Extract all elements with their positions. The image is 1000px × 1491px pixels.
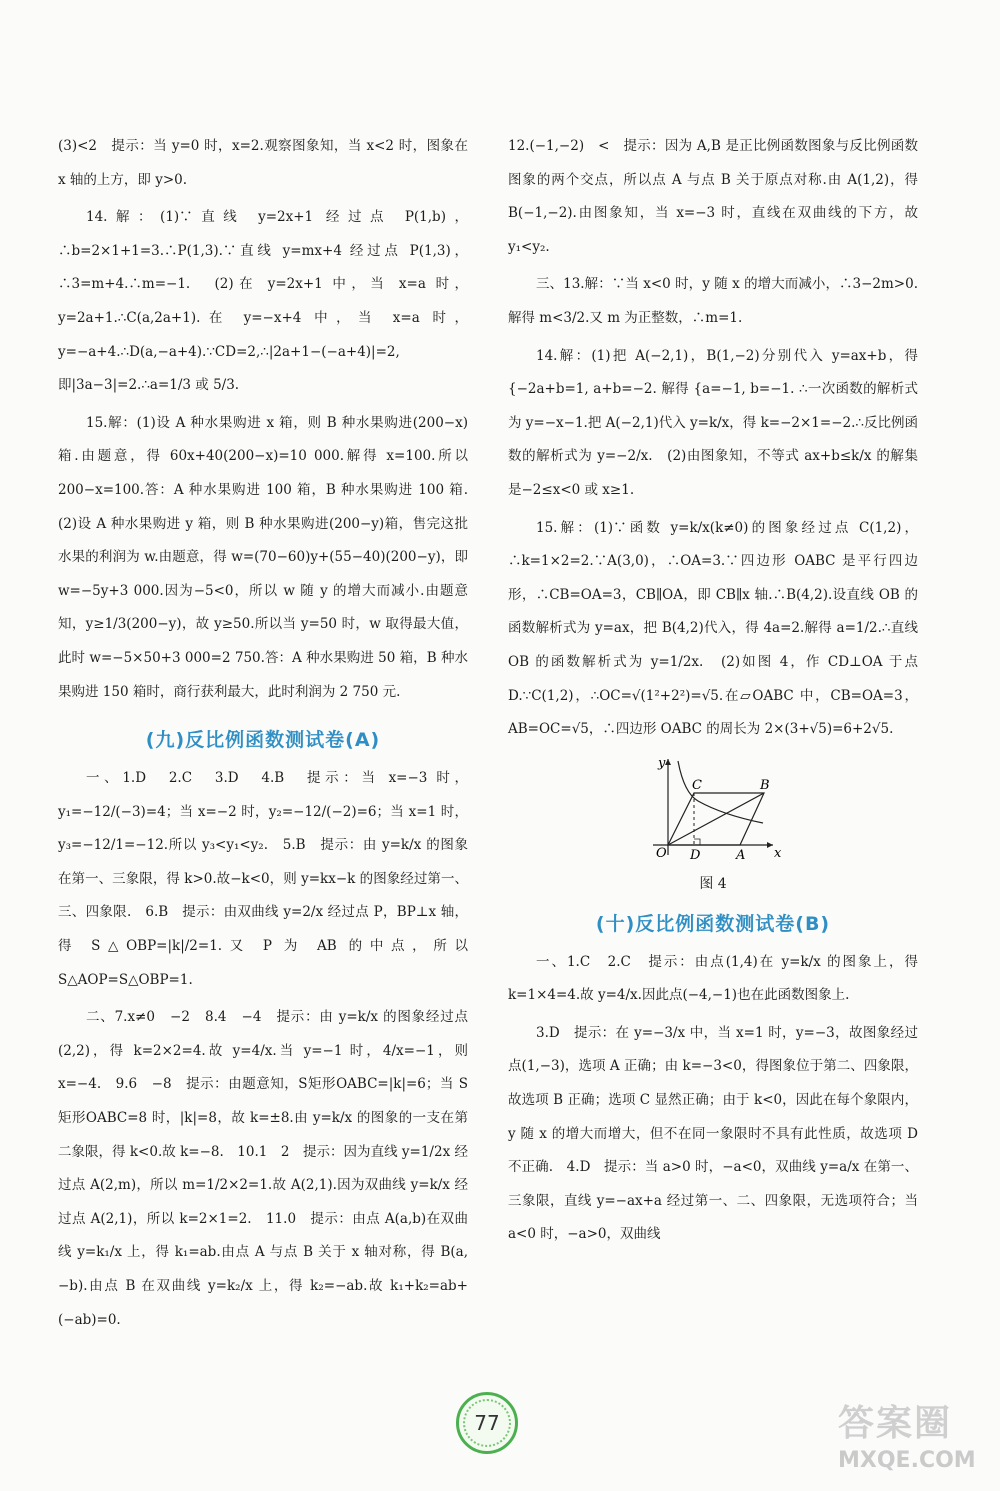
page-number-badge [456, 1392, 518, 1454]
answer-paragraph: 一、1.C 2.C 提示：由点(1,4)在 y=k/x 的图象上，得 k=1×4=4.故 y=4/x.因此点(−4,−1)也在此函数图象上. [508, 953, 918, 1004]
figure-caption: 图 4 [699, 875, 727, 892]
right-column [508, 130, 918, 1256]
label-c: C [692, 777, 702, 793]
x-axis-arrow [767, 842, 773, 848]
label-y: y [658, 755, 666, 771]
answer-paragraph: (3)<2 提示：当 y=0 时，x=2.观察图象知，当 x<2 时，图象在 x 轴的上方，即 y>0. [58, 138, 468, 188]
watermark-url: MXQE.COM [838, 1448, 976, 1473]
answer-paragraph: 12.(−1,−2) < 提示：因为 A,B 是正比例函数图象与反比例函数图象的两个交点，所以点 A 与点 B 关于原点对称.由 A(1,2)，得 B(−1,−2).由图象知，当 x=−3 时，直线在双曲线的下方，故 y₁<y₂. [508, 138, 918, 255]
answer-paragraph: 15.解：(1)∵函数 y=k/x(k≠0)的图象经过点 C(1,2)，∴k=1×2=2.∵A(3,0)，∴OA=3.∵四边形 OABC 是平行四边形，∴CB=OA=3，CB∥OA，即 CB∥x 轴.∴B(4,2).设直线 OB 的函数解析式为 y=ax，把 B(4,2)代入，得 4a=2.解得 a=1/2.∴直线 OB 的函数解析式为 y=1/2x. (2)如图 4，作 CD⊥OA 于点 D.∵C(1,2)，∴OC=√(1²+2²)=√5.在▱OABC 中，CB=OA=3，AB=OC=√5，∴四边形 OABC 的周长为 2×(3+√5)=6+2√5. [508, 519, 918, 738]
parallelogram-graph [508, 753, 918, 863]
answer-paragraph: 一、1.D 2.C 3.D 4.B 提示：当 x=−3 时，y₁=−12/(−3)=4；当 x=−2 时，y₂=−12/(−2)=6；当 x=1 时，y₃=−12/1=−12.所以 y₃<y₁<y₂. 5.B 提示：由 y=k/x 的图象在第一、三象限，得 k>0.故−k<0，则 y=kx−k 的图象经过第一、三、四象限. 6.B 提示：由双曲线 y=2/x 经过点 P，BP⊥x 轴，得 S△OBP=|k|/2=1.又 P 为 AB 的中点，所以 S△AOP=S△OBP=1. [58, 770, 468, 988]
label-o: O [656, 845, 667, 861]
watermark-logo [838, 1395, 988, 1485]
page-number: 77 [474, 1411, 500, 1435]
y-axis-arrow [665, 759, 671, 765]
section-heading: (十)反比例函数测试卷(B) [595, 912, 831, 935]
left-column [58, 130, 482, 1341]
answer-paragraph: 14.解：(1)∵直线 y=2x+1 经过点 P(1,b)，∴b=2×1+1=3.∴P(1,3).∵直线 y=mx+4 经过点 P(1,3)，∴3=m+4.∴m=−1. (2)在 y=2x+1 中，当 x=a 时，y=2a+1.∴C(a,2a+1).在 y=−x+4 中，当 x=a 时，y=−a+4.∴D(a,−a+4).∵CD=2,∴|2a+1−(−a+4)|=2,即|3a−3|=2.∴a=1/3 或 5/3. [58, 209, 468, 394]
answer-paragraph: 15.解：(1)设 A 种水果购进 x 箱，则 B 种水果购进(200−x)箱.由题意，得 60x+40(200−x)=10 000.解得 x=100.所以 200−x=100.答：A 种水果购进 100 箱，B 种水果购进 100 箱. (2)设 A 种水果购进 y 箱，则 B 种水果购进(200−y)箱，售完这批水果的利润为 w.由题意，得 w=(70−60)y+(55−40)(200−y)，即 w=−5y+3 000.因为−5<0，所以 w 随 y 的增大而减小.由题意知，y≥1/3(200−y)，故 y≥50.所以当 y=50 时，w 取得最大值，此时 w=−5×50+3 000=2 750.答：A 种水果购进 50 箱，B 种水果购进 150 箱时，商行获利最大，此时利润为 2 750 元. [58, 414, 482, 700]
section-heading: (九)反比例函数测试卷(A) [145, 729, 381, 752]
label-a: A [736, 847, 746, 863]
answer-paragraph: 14.解：(1)把 A(−2,1)，B(1,−2)分别代入 y=ax+b，得 {−2a+b=1, a+b=−2. 解得 {a=−1, b=−1. ∴一次函数的解析式为 y=−x−1.把 A(−2,1)代入 y=k/x，得 k=−2×1=−2.∴反比例函数的解析式为 y=−2/x. (2)由图象知，不等式 ax+b≤k/x 的解集是−2≤x<0 或 x≥1. [508, 347, 918, 498]
figure-4 [508, 753, 918, 893]
answer-paragraph: 3.D 提示：在 y=−3/x 中，当 x=1 时，y=−3，故图象经过点(1,−3)，选项 A 正确；由 k=−3<0，得图象位于第二、四象限，故选项 B 正确；选项 C 显然正确；由于 k<0，因此在每个象限内，y 随 x 的增大而增大，但不在同一象限时不具有此性质，故选项 D 不正确. 4.D 提示：当 a>0 时，−a<0，双曲线 y=a/x 在第一、三象限，直线 y=−ax+a 经过第一、二、四象限，无选项符合；当 a<0 时，−a>0，双曲线 [508, 1024, 918, 1243]
watermark-text: 答案圈 [838, 1403, 953, 1444]
hyperbola-curve [678, 761, 763, 823]
label-d: D [690, 847, 701, 863]
label-b: B [760, 777, 770, 793]
answer-paragraph: 二、7.x≠0 −2 8.4 −4 提示：由 y=k/x 的图象经过点(2,2)，得 k=2×2=4.故 y=4/x.当 y=−1 时，4/x=−1，则 x=−4. 9.6 −8 提示：由题意知，S矩形OABC=|k|=6；当 S矩形OABC=8 时，|k|=8，故 k=±8.由 y=k/x 的图象的一支在第二象限，得 k<0.故 k=−8. 10.1 2 提示：因为直线 y=1/2x 经过点 A(2,m)，所以 m=1/2×2=1.故 A(2,1).因为双曲线 y=k/x 经过点 A(2,1)，所以 k=2×1=2. 11.0 提示：由点 A(a,b)在双曲线 y=k₁/x 上，得 k₁=ab.由点 A 与点 B 关于 x 轴对称，得 B(a,−b).由点 B 在双曲线 y=k₂/x 上，得 k₂=−ab.故 k₁+k₂=ab+(−ab)=0. [58, 1009, 468, 1328]
answer-paragraph: 三、13.解：∵当 x<0 时，y 随 x 的增大而减小，∴3−2m>0.解得 m<3/2.又 m 为正整数，∴m=1. [508, 276, 918, 326]
label-x: x [774, 845, 782, 861]
right-angle-mark [694, 839, 700, 845]
segment-ob [668, 793, 764, 845]
